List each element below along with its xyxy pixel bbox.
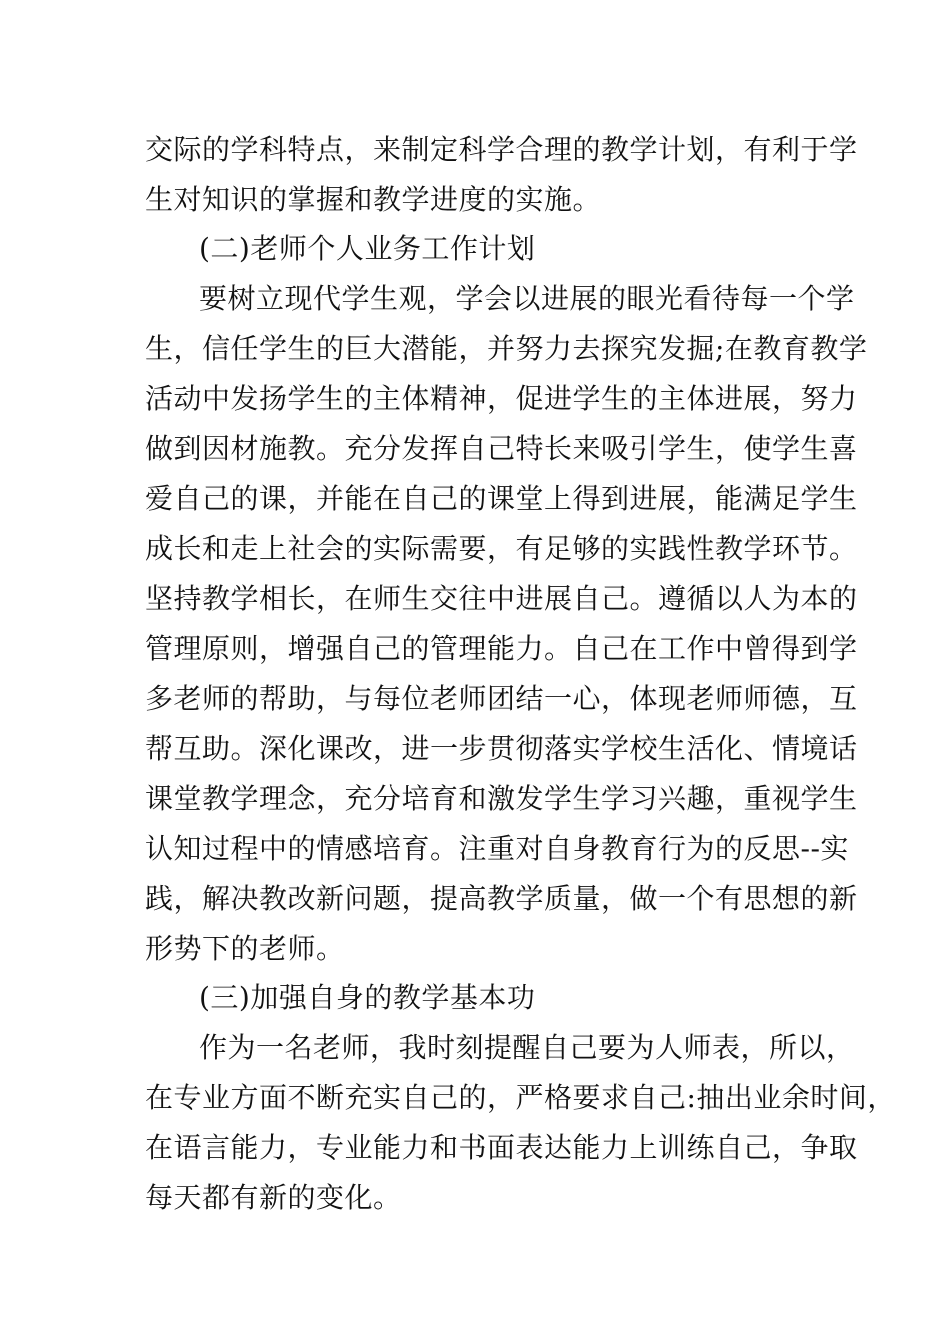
text-line: 帮互助。深化课改，进一步贯彻落实学校生活化、情境话 <box>145 732 858 765</box>
text-line: 生对知识的掌握和教学进度的实施。 <box>145 183 602 216</box>
text-line: 要树立现代学生观，学会以进展的眼光看待每一个学 <box>199 282 855 315</box>
text-line: 在语言能力，专业能力和书面表达能力上训练自己，争取 <box>145 1131 858 1164</box>
text-line: 坚持教学相长，在师生交往中进展自己。遵循以人为本的 <box>145 582 858 615</box>
text-line: 在专业方面不断充实自己的，严格要求自己:抽出业余时间， <box>145 1081 896 1114</box>
text-line: 认知过程中的情感培育。注重对自身教育行为的反思--实 <box>145 832 849 865</box>
section-heading-2: (二)老师个人业务工作计划 <box>199 232 536 265</box>
text-line: 形势下的老师。 <box>145 932 345 965</box>
text-line: 课堂教学理念，充分培育和激发学生学习兴趣，重视学生 <box>145 782 858 815</box>
text-line: 每天都有新的变化。 <box>145 1181 402 1214</box>
text-line: 生，信任学生的巨大潜能，并努力去探究发掘;在教育教学 <box>145 332 868 365</box>
text-line: 做到因材施教。充分发挥自己特长来吸引学生，使学生喜 <box>145 432 858 465</box>
text-line: 成长和走上社会的实际需要，有足够的实践性教学环节。 <box>145 532 858 565</box>
text-line: 活动中发扬学生的主体精神，促进学生的主体进展，努力 <box>145 382 858 415</box>
section-heading-3: (三)加强自身的教学基本功 <box>199 981 536 1014</box>
text-line: 交际的学科特点，来制定科学合理的教学计划，有利于学 <box>145 133 858 166</box>
text-line: 作为一名老师，我时刻提醒自己要为人师表，所以， <box>199 1031 855 1064</box>
text-line: 爱自己的课，并能在自己的课堂上得到进展，能满足学生 <box>145 482 858 515</box>
text-line: 管理原则，增强自己的管理能力。自己在工作中曾得到学 <box>145 632 858 665</box>
text-line: 多老师的帮助，与每位老师团结一心，体现老师师德，互 <box>145 682 858 715</box>
text-line: 践，解决教改新问题，提高教学质量，做一个有思想的新 <box>145 882 858 915</box>
